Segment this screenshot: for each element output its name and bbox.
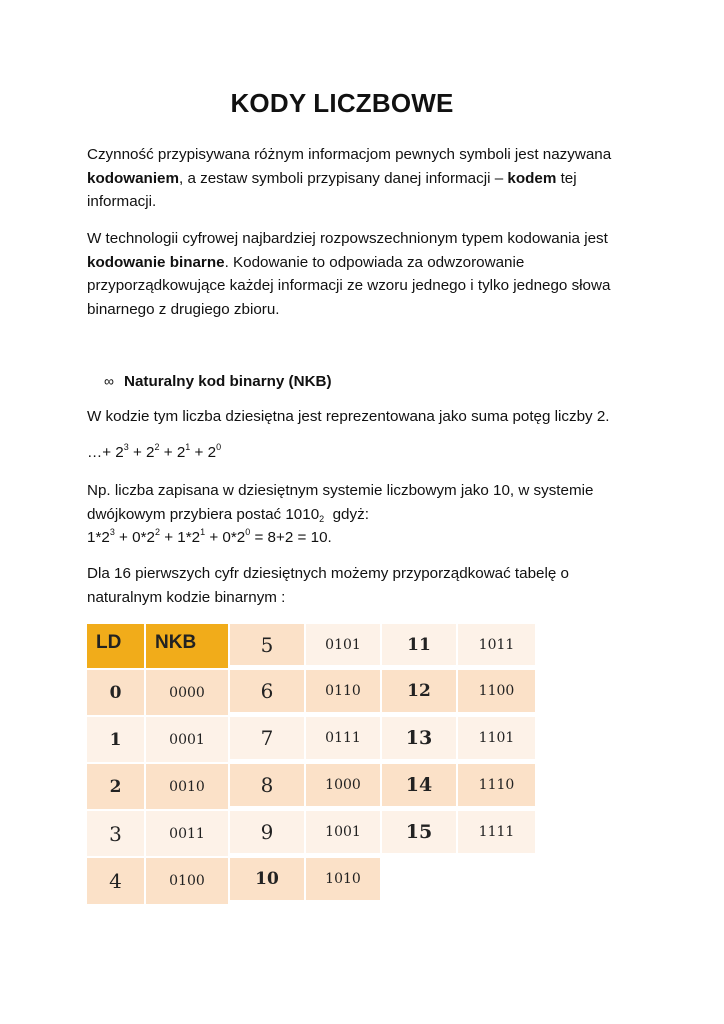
table-cell-nkb: 0111 [306,717,380,759]
table-cell-nkb: 1110 [458,764,535,806]
table-cell-ld: 1 [87,717,144,762]
table-cell-ld: 6 [230,670,304,712]
formula-powers: …+ $2^3 + 2^2 + 2^1 + 2^0$ [87,442,222,461]
table-cell-ld: 12 [382,670,456,712]
table-cell-nkb: 1011 [458,624,535,665]
table-cell-nkb: 0011 [146,811,228,856]
table-header-nkb: NKB [146,624,228,668]
table-cell-nkb: 0101 [306,624,380,665]
table-cell-ld: 0 [87,670,144,715]
table-cell-ld: 9 [230,811,304,853]
paragraph-binary-coding: W technologii cyfrowej najbardziej rozpowszechnionym typem kodowania jest kodowanie binarne. Kodowanie to odpowiada za odwzorowanie przyporządkowujące każdej informacji ze wzoru jednego i tylko jednego słowa binarnego z drugiego zbioru. [87,230,611,318]
table-cell-ld: 11 [382,624,456,665]
table-cell-nkb: 0010 [146,764,228,809]
table-cell-ld: 2 [87,764,144,809]
table-cell-nkb: 1010 [306,858,380,900]
table-cell-nkb: 0110 [306,670,380,712]
page-title: KODY LICZBOWE [230,88,454,118]
table-cell-ld: 13 [382,717,456,759]
table-cell-ld: 3 [87,811,144,856]
table-cell-ld: 4 [87,858,144,904]
section-heading-nkb: ∞ Naturalny kod binarny (NKB) [104,373,332,390]
table-cell-ld: 7 [230,717,304,759]
table-header-ld: LD [87,624,144,668]
table-cell-ld: 8 [230,764,304,806]
table-cell-nkb: 1111 [458,811,535,853]
infinity-bullet-icon: ∞ [104,373,114,389]
table-cell-nkb: 0100 [146,858,228,904]
table-cell-nkb: 1100 [458,670,535,712]
paragraph-intro: Czynność przypisywana różnym informacjom pewnych symboli jest nazywana kodowaniem, a zestaw symboli przypisany danej informacji – kodem tej informacji. [87,146,612,210]
table-cell-nkb: 0001 [146,717,228,762]
table-cell-ld: 5 [230,624,304,665]
paragraph-table-intro: Dla 16 pierwszych cyfr dziesiętnych możemy przyporządkować tabelę o naturalnym kodzie binarnym : [87,565,569,606]
paragraph-nkb-definition: W kodzie tym liczba dziesiętna jest reprezentowana jako suma potęg liczby 2. [87,408,610,425]
table-cell-nkb: 1000 [306,764,380,806]
table-cell-nkb: 0000 [146,670,228,715]
table-cell-ld: 10 [230,858,304,900]
table-cell-ld: 15 [382,811,456,853]
table-cell-ld: 14 [382,764,456,806]
table-cell-nkb: 1001 [306,811,380,853]
paragraph-example: Np. liczba zapisana w dziesiętnym systemie liczbowym jako 10, w systemie dwójkowym przybiera postać $1010_2$ gdyż: $1*2^3 + 0*2^2 + 1*2^1 + 0*2^0 = 8+2 = 10$. [87,482,594,546]
table-cell-nkb: 1101 [458,717,535,759]
